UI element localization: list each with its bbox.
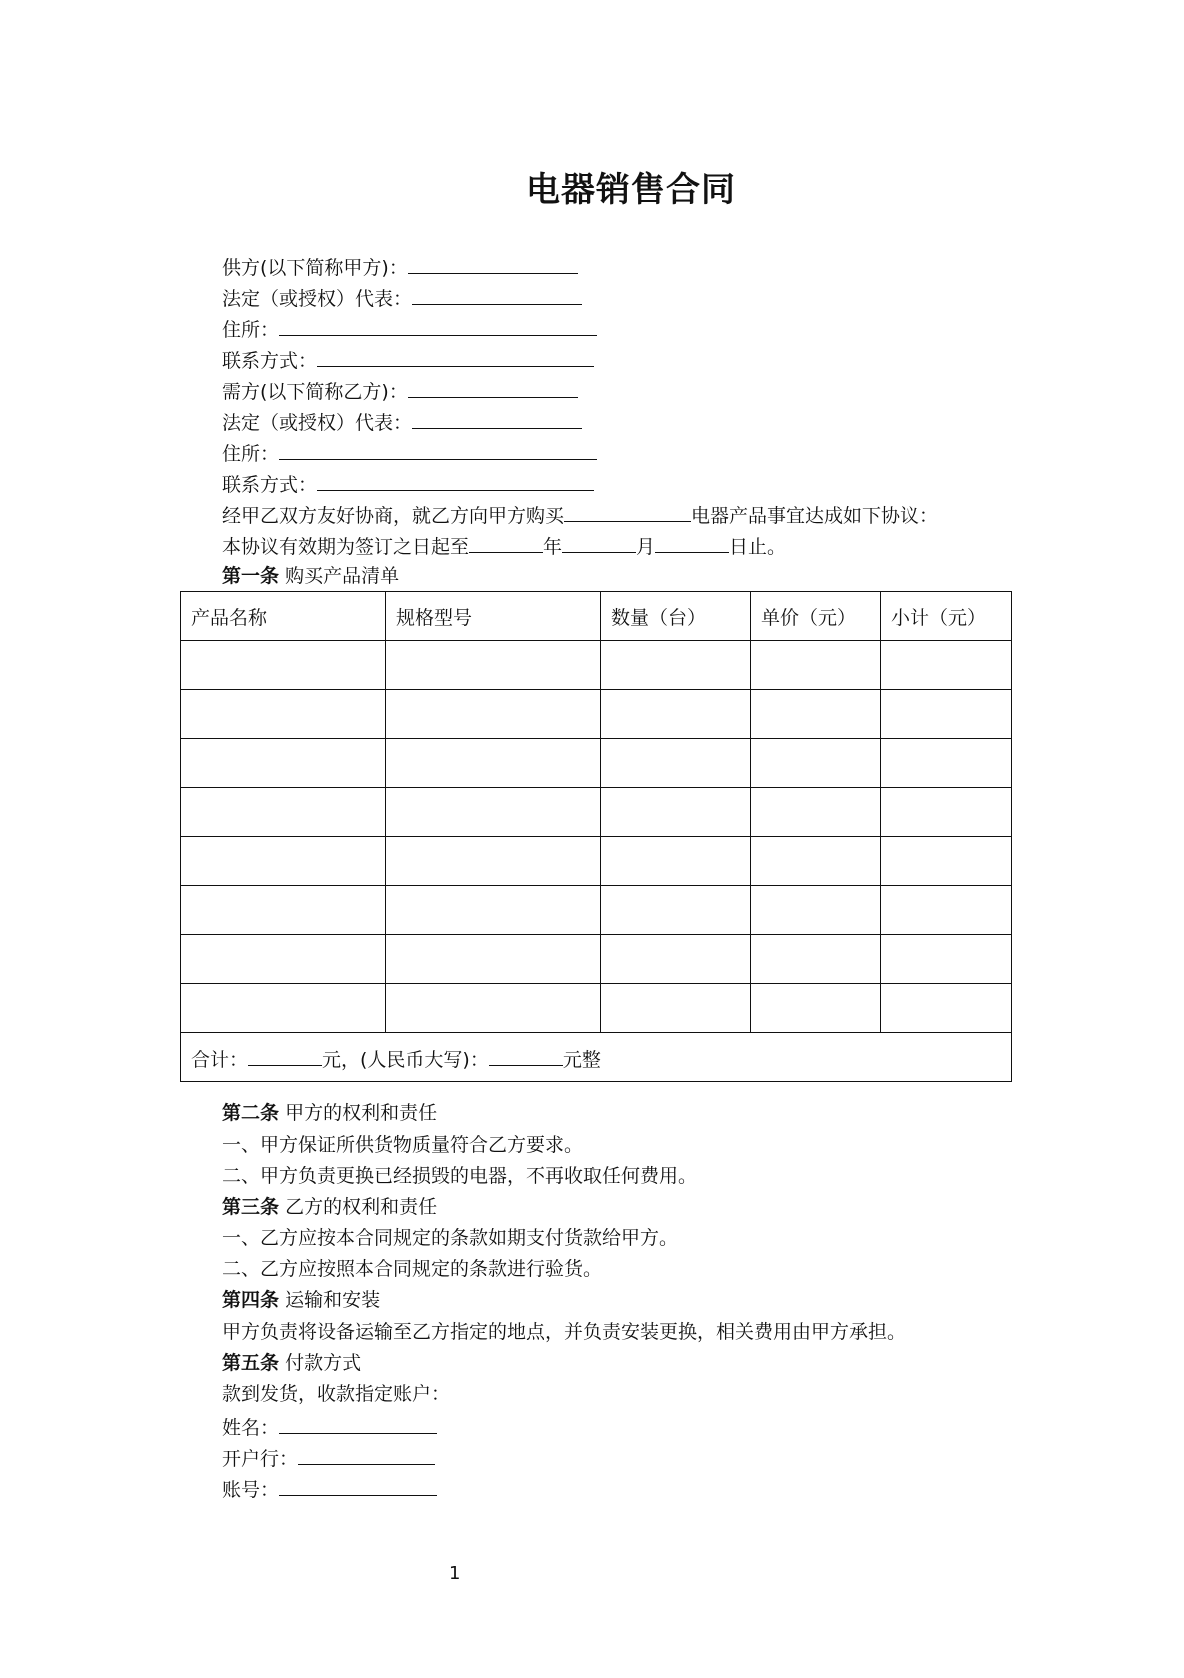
bank-line [222, 1442, 435, 1473]
validity-month-label: 月 [636, 536, 656, 558]
account-name-blank[interactable] [279, 1411, 437, 1434]
table-cell[interactable] [751, 788, 881, 837]
article-4-title: 运输和安装 [285, 1289, 381, 1311]
supplier-label: 供方(以下简称甲方)： [222, 257, 408, 279]
account-number-label: 账号： [222, 1479, 280, 1501]
agreement-text-before: 经甲乙双方友好协商，就乙方向甲方购买 [222, 505, 565, 527]
table-cell[interactable] [386, 837, 601, 886]
article-5-heading [222, 1348, 361, 1379]
header-unit-price: 单价（元） [751, 592, 881, 641]
bank-label: 开户行： [222, 1448, 299, 1470]
total-suffix: 元整 [562, 1048, 601, 1071]
table-cell[interactable] [181, 935, 386, 984]
table-cell[interactable] [601, 788, 751, 837]
article-3-heading [222, 1192, 437, 1223]
header-quantity: 数量（台） [601, 592, 751, 641]
supplier-line [222, 251, 578, 282]
buyer-blank[interactable] [408, 375, 578, 398]
table-total-row [181, 1033, 1012, 1082]
table-cell[interactable] [386, 886, 601, 935]
account-number-blank[interactable] [279, 1473, 437, 1496]
total-label: 合计： [191, 1048, 249, 1071]
table-cell[interactable] [181, 984, 386, 1033]
article-5-number: 第五条 [222, 1352, 280, 1374]
total-cell [181, 1033, 1012, 1082]
supplier-address-label: 住所： [222, 319, 280, 341]
article-1-number: 第一条 [222, 565, 280, 587]
total-amount-blank[interactable] [248, 1043, 322, 1066]
supplier-representative-blank[interactable] [412, 282, 582, 305]
table-cell[interactable] [881, 641, 1012, 690]
table-cell[interactable] [386, 788, 601, 837]
buyer-address-label: 住所： [222, 443, 280, 465]
table-cell[interactable] [601, 886, 751, 935]
table-cell[interactable] [181, 739, 386, 788]
table-row [181, 739, 1012, 788]
product-type-blank[interactable] [564, 499, 691, 522]
buyer-address-line [222, 437, 597, 468]
supplier-address-blank[interactable] [279, 313, 597, 336]
article-1-heading [222, 561, 399, 592]
article-1-title: 购买产品清单 [285, 565, 400, 587]
buyer-label: 需方(以下简称乙方)： [222, 381, 408, 403]
header-model: 规格型号 [386, 592, 601, 641]
validity-line [222, 530, 786, 561]
table-cell[interactable] [881, 739, 1012, 788]
table-row [181, 788, 1012, 837]
bank-blank[interactable] [298, 1442, 435, 1465]
article-2-title: 甲方的权利和责任 [285, 1102, 438, 1124]
table-cell[interactable] [181, 837, 386, 886]
account-name-label: 姓名： [222, 1417, 280, 1439]
table-cell[interactable] [386, 984, 601, 1033]
article-4-heading [222, 1285, 380, 1316]
table-cell[interactable] [751, 886, 881, 935]
supplier-representative-line [222, 282, 582, 313]
buyer-contact-line [222, 468, 594, 499]
total-uppercase-blank[interactable] [489, 1043, 563, 1066]
table-cell[interactable] [386, 690, 601, 739]
buyer-contact-blank[interactable] [317, 468, 594, 491]
table-cell[interactable] [601, 935, 751, 984]
buyer-line [222, 375, 578, 406]
validity-prefix: 本协议有效期为签订之日起至 [222, 536, 470, 558]
buyer-representative-blank[interactable] [412, 406, 582, 429]
article-3-title: 乙方的权利和责任 [285, 1196, 438, 1218]
article-3-item-1: 一、乙方应按本合同规定的条款如期支付货款给甲方。 [222, 1227, 679, 1249]
supplier-contact-blank[interactable] [317, 344, 594, 367]
table-cell[interactable] [601, 984, 751, 1033]
article-5-text: 款到发货，收款指定账户： [222, 1383, 451, 1405]
table-cell[interactable] [386, 739, 601, 788]
validity-year-blank[interactable] [469, 530, 543, 553]
table-cell[interactable] [181, 886, 386, 935]
table-cell[interactable] [881, 690, 1012, 739]
table-cell[interactable] [881, 788, 1012, 837]
table-cell[interactable] [601, 641, 751, 690]
supplier-address-line [222, 313, 597, 344]
header-subtotal: 小计（元） [881, 592, 1012, 641]
page-number: 1 [449, 1563, 461, 1584]
total-unit-label: 元，(人民币大写)： [322, 1048, 489, 1071]
table-cell[interactable] [386, 935, 601, 984]
table-row [181, 690, 1012, 739]
table-cell[interactable] [751, 984, 881, 1033]
table-row [181, 837, 1012, 886]
table-cell[interactable] [751, 739, 881, 788]
table-cell[interactable] [601, 837, 751, 886]
validity-month-blank[interactable] [562, 530, 636, 553]
table-cell[interactable] [601, 690, 751, 739]
supplier-contact-line [222, 344, 594, 375]
table-row [181, 935, 1012, 984]
table-row [181, 984, 1012, 1033]
table-cell[interactable] [601, 739, 751, 788]
buyer-address-blank[interactable] [279, 437, 597, 460]
buyer-representative-line [222, 406, 582, 437]
table-cell[interactable] [181, 788, 386, 837]
table-cell[interactable] [881, 935, 1012, 984]
table-cell[interactable] [751, 837, 881, 886]
validity-suffix: 日止。 [729, 536, 787, 558]
table-row [181, 641, 1012, 690]
validity-day-blank[interactable] [655, 530, 729, 553]
article-5-title: 付款方式 [285, 1352, 362, 1374]
supplier-contact-label: 联系方式： [222, 350, 318, 372]
article-3-number: 第三条 [222, 1196, 280, 1218]
supplier-blank[interactable] [408, 251, 578, 274]
article-3-item-2: 二、乙方应按照本合同规定的条款进行验货。 [222, 1258, 603, 1280]
article-4-number: 第四条 [222, 1289, 280, 1311]
table-cell[interactable] [881, 886, 1012, 935]
article-2-item-2: 二、甲方负责更换已经损毁的电器，不再收取任何费用。 [222, 1165, 698, 1187]
account-number-line [222, 1473, 437, 1504]
product-table [180, 591, 1012, 1082]
account-name-line [222, 1411, 437, 1442]
table-cell[interactable] [751, 690, 881, 739]
agreement-line [222, 499, 938, 530]
article-2-number: 第二条 [222, 1102, 280, 1124]
table-row [181, 886, 1012, 935]
buyer-contact-label: 联系方式： [222, 474, 318, 496]
table-cell[interactable] [881, 984, 1012, 1033]
table-cell[interactable] [751, 935, 881, 984]
table-cell[interactable] [751, 641, 881, 690]
agreement-text-after: 电器产品事宜达成如下协议： [691, 505, 939, 527]
table-cell[interactable] [881, 837, 1012, 886]
table-cell[interactable] [181, 690, 386, 739]
supplier-representative-label: 法定（或授权）代表： [222, 288, 413, 310]
table-cell[interactable] [181, 641, 386, 690]
table-cell[interactable] [386, 641, 601, 690]
article-2-heading [222, 1098, 437, 1129]
validity-year-label: 年 [543, 536, 563, 558]
header-product-name: 产品名称 [181, 592, 386, 641]
article-2-item-1: 一、甲方保证所供货物质量符合乙方要求。 [222, 1134, 584, 1156]
table-header-row [181, 592, 1012, 641]
article-4-text: 甲方负责将设备运输至乙方指定的地点，并负责安装更换，相关费用由甲方承担。 [222, 1321, 907, 1343]
contract-title: 电器销售合同 [526, 170, 736, 210]
buyer-representative-label: 法定（或授权）代表： [222, 412, 413, 434]
